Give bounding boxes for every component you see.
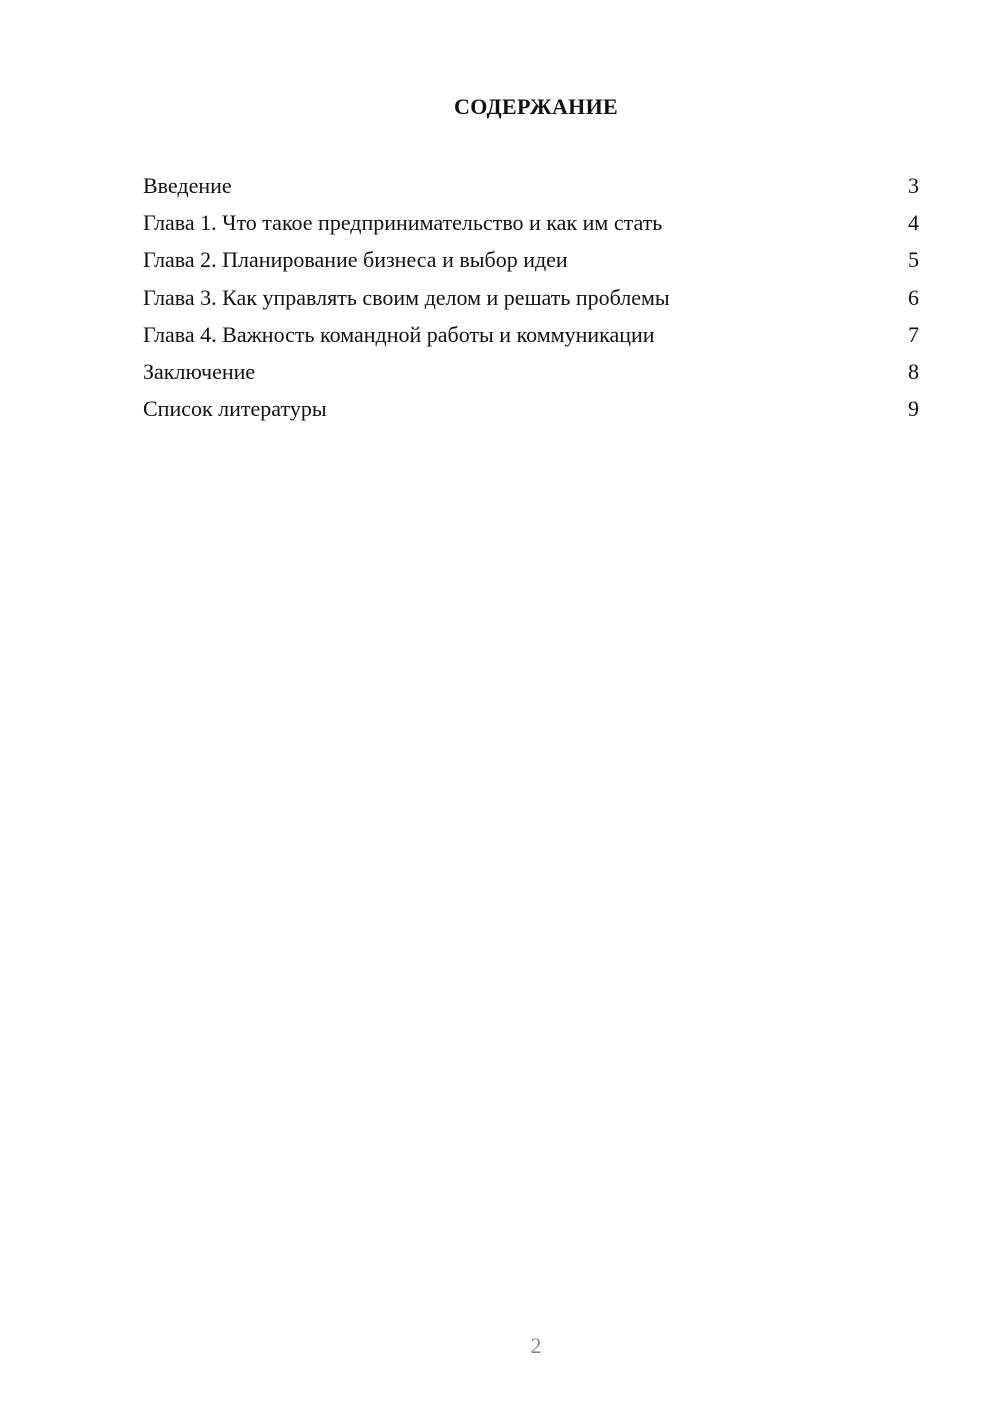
toc-entry-label: Глава 1. Что такое предпринимательство и как им стать xyxy=(143,210,663,236)
toc-entry-label: Введение xyxy=(143,173,232,198)
toc-entry-page: 3 xyxy=(908,173,919,198)
toc-entry-label: Глава 3. Как управлять своим делом и решать проблемы xyxy=(143,284,670,310)
toc-entry-page: 6 xyxy=(908,284,919,310)
toc-entry-chapter-3 xyxy=(143,279,919,316)
toc-entry-introduction xyxy=(143,167,919,204)
toc-entry-chapter-1 xyxy=(143,204,919,241)
toc-entry-label: Список литературы xyxy=(143,396,327,422)
toc-entry-conclusion xyxy=(143,353,919,390)
toc-entry-chapter-4 xyxy=(143,316,919,353)
table-of-contents xyxy=(143,167,919,427)
toc-entry-label: Заключение xyxy=(143,358,256,384)
page-title: СОДЕРЖАНИЕ xyxy=(454,94,618,119)
toc-entry-bibliography xyxy=(143,390,919,427)
toc-entry-page: 8 xyxy=(908,358,919,384)
toc-entry-page: 9 xyxy=(908,396,919,422)
toc-entry-chapter-2 xyxy=(143,241,919,278)
toc-entry-page: 5 xyxy=(908,247,919,273)
page-number: 2 xyxy=(530,1333,542,1358)
toc-entry-label: Глава 4. Важность командной работы и коммуникации xyxy=(143,321,655,347)
toc-entry-page: 4 xyxy=(908,210,919,236)
toc-entry-page: 7 xyxy=(908,321,919,347)
toc-entry-label: Глава 2. Планирование бизнеса и выбор идеи xyxy=(143,247,568,273)
